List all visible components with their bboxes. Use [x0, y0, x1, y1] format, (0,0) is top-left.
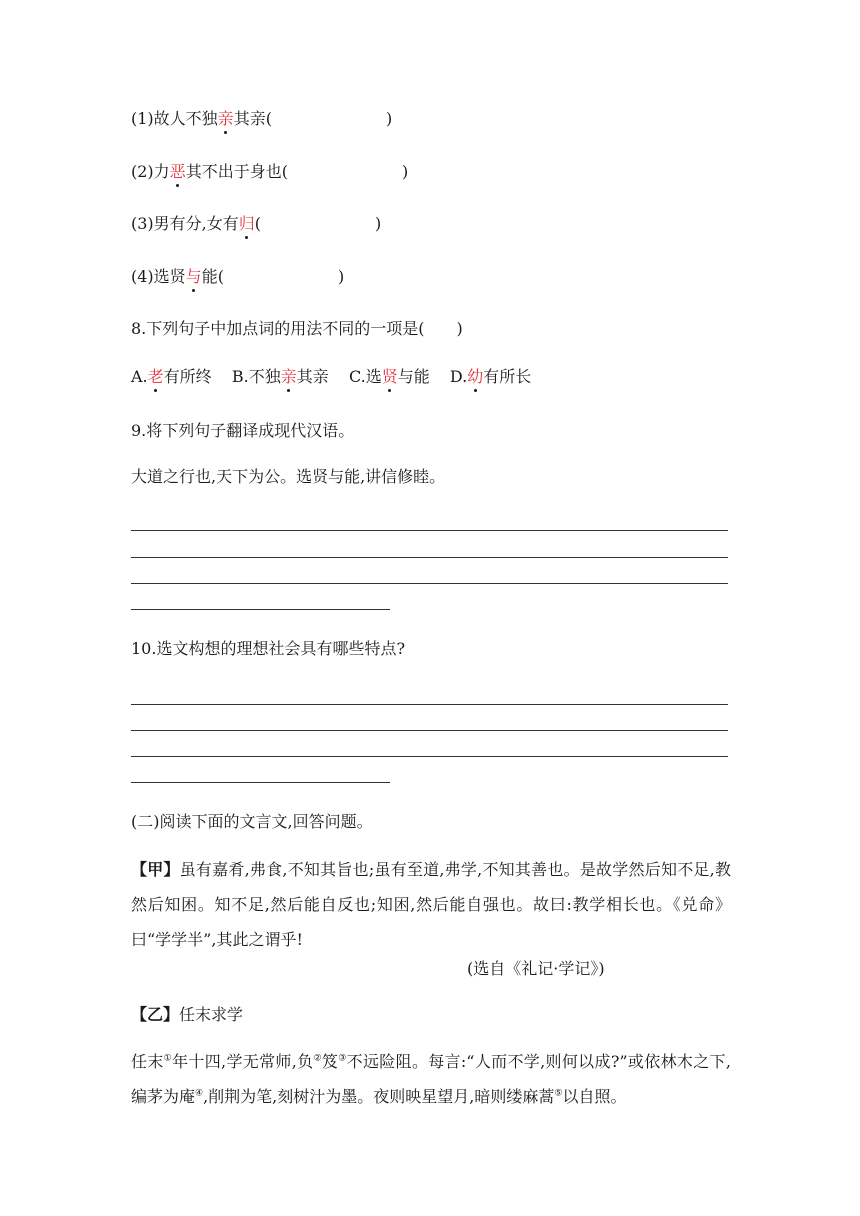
passage-yi: [131, 1044, 731, 1114]
yi-text: ,削荆为笔,刻树汁为墨。夜则映星望月,暗则缕麻蒿: [203, 1087, 555, 1106]
yi-text: 笈: [321, 1052, 339, 1071]
dotted-word: 老: [147, 367, 164, 386]
q9-stem: 9.将下列句子翻译成现代汉语。: [131, 421, 355, 440]
answer-line[interactable]: [131, 609, 390, 610]
item-text: 能(: [201, 267, 224, 286]
close-paren: ): [401, 162, 409, 181]
answer-line[interactable]: [131, 756, 728, 757]
dotted-word: 贤: [381, 367, 398, 386]
item-text: (3)男有分,女有: [131, 214, 239, 233]
item-text: 其不出于身也(: [185, 162, 288, 181]
yi-text: 年十四,学无常师,负: [172, 1052, 314, 1071]
dotted-word: 幼: [467, 367, 484, 386]
option-label: A.: [131, 367, 148, 386]
passage-jia: [131, 852, 731, 957]
answer-line[interactable]: [131, 583, 728, 584]
dotted-word: 归: [238, 214, 255, 233]
close-paren: ): [385, 109, 393, 128]
option-label: D.: [449, 367, 468, 386]
dotted-word: 亲: [280, 367, 297, 386]
answer-line[interactable]: [131, 782, 390, 783]
q10-stem: 10.选文构想的理想社会具有哪些特点?: [131, 639, 406, 658]
item-text: (4)选贤: [131, 267, 186, 286]
dotted-word: 与: [185, 267, 202, 286]
q7-item-1: [131, 108, 392, 130]
option-text: 与能: [397, 367, 430, 386]
item-text: (2)力: [131, 162, 170, 181]
yi-text: 任末: [131, 1052, 164, 1071]
option-a[interactable]: [131, 367, 212, 386]
section2-heading: (二)阅读下面的文言文,回答问题。: [131, 812, 373, 831]
answer-line[interactable]: [131, 730, 728, 731]
q7-item-4: [131, 266, 344, 288]
option-label: C.选: [348, 367, 382, 386]
answer-line[interactable]: [131, 530, 728, 531]
q8-options: [131, 366, 531, 388]
q7-item-3: [131, 213, 381, 235]
yi-text: 不远险阻。每言:“人而不学,则何以成?”或依林木之下,编茅为庵: [131, 1052, 731, 1106]
close-paren: ): [337, 267, 345, 286]
q8-stem: 8.下列句子中加点词的用法不同的一项是( ): [131, 319, 463, 338]
yi-title: 任末求学: [179, 1005, 244, 1024]
item-text: 其亲(: [233, 109, 272, 128]
option-text: 有所长: [483, 367, 532, 386]
option-label: B.不独: [231, 367, 281, 386]
dotted-word: 恶: [169, 162, 186, 181]
yi-label: 【乙】: [131, 1005, 180, 1024]
option-text: 有所终: [163, 367, 212, 386]
option-b[interactable]: [232, 367, 329, 386]
option-c[interactable]: [349, 367, 430, 386]
footnote-marker: ②: [313, 1053, 322, 1064]
option-text: 其亲: [296, 367, 329, 386]
q7-item-2: [131, 161, 408, 183]
item-text: (1)故人不独: [131, 109, 218, 128]
item-text: (: [254, 214, 262, 233]
footnote-marker: ⑤: [554, 1088, 563, 1099]
footnote-marker: ③: [338, 1053, 347, 1064]
jia-source: (选自《礼记·学记》): [467, 959, 605, 978]
answer-line[interactable]: [131, 557, 728, 558]
answer-line[interactable]: [131, 704, 728, 705]
yi-text: 以自照。: [562, 1087, 627, 1106]
jia-label: 【甲】: [131, 860, 180, 879]
jia-text: 虽有嘉肴,弗食,不知其旨也;虽有至道,弗学,不知其善也。是故学然后知不足,教然后知困。知不足,然后能自反也;知困,然后能自强也。故曰:教学相长也。《兑命》曰“学学半”,其此之谓乎!: [131, 860, 731, 949]
footnote-marker: ④: [195, 1088, 204, 1099]
close-paren: ): [375, 214, 382, 233]
dotted-word: 亲: [217, 109, 234, 128]
option-d[interactable]: [450, 367, 531, 386]
footnote-marker: ①: [163, 1053, 173, 1064]
yi-heading: [131, 1004, 243, 1026]
q9-sentence: 大道之行也,天下为公。选贤与能,讲信修睦。: [131, 467, 446, 486]
